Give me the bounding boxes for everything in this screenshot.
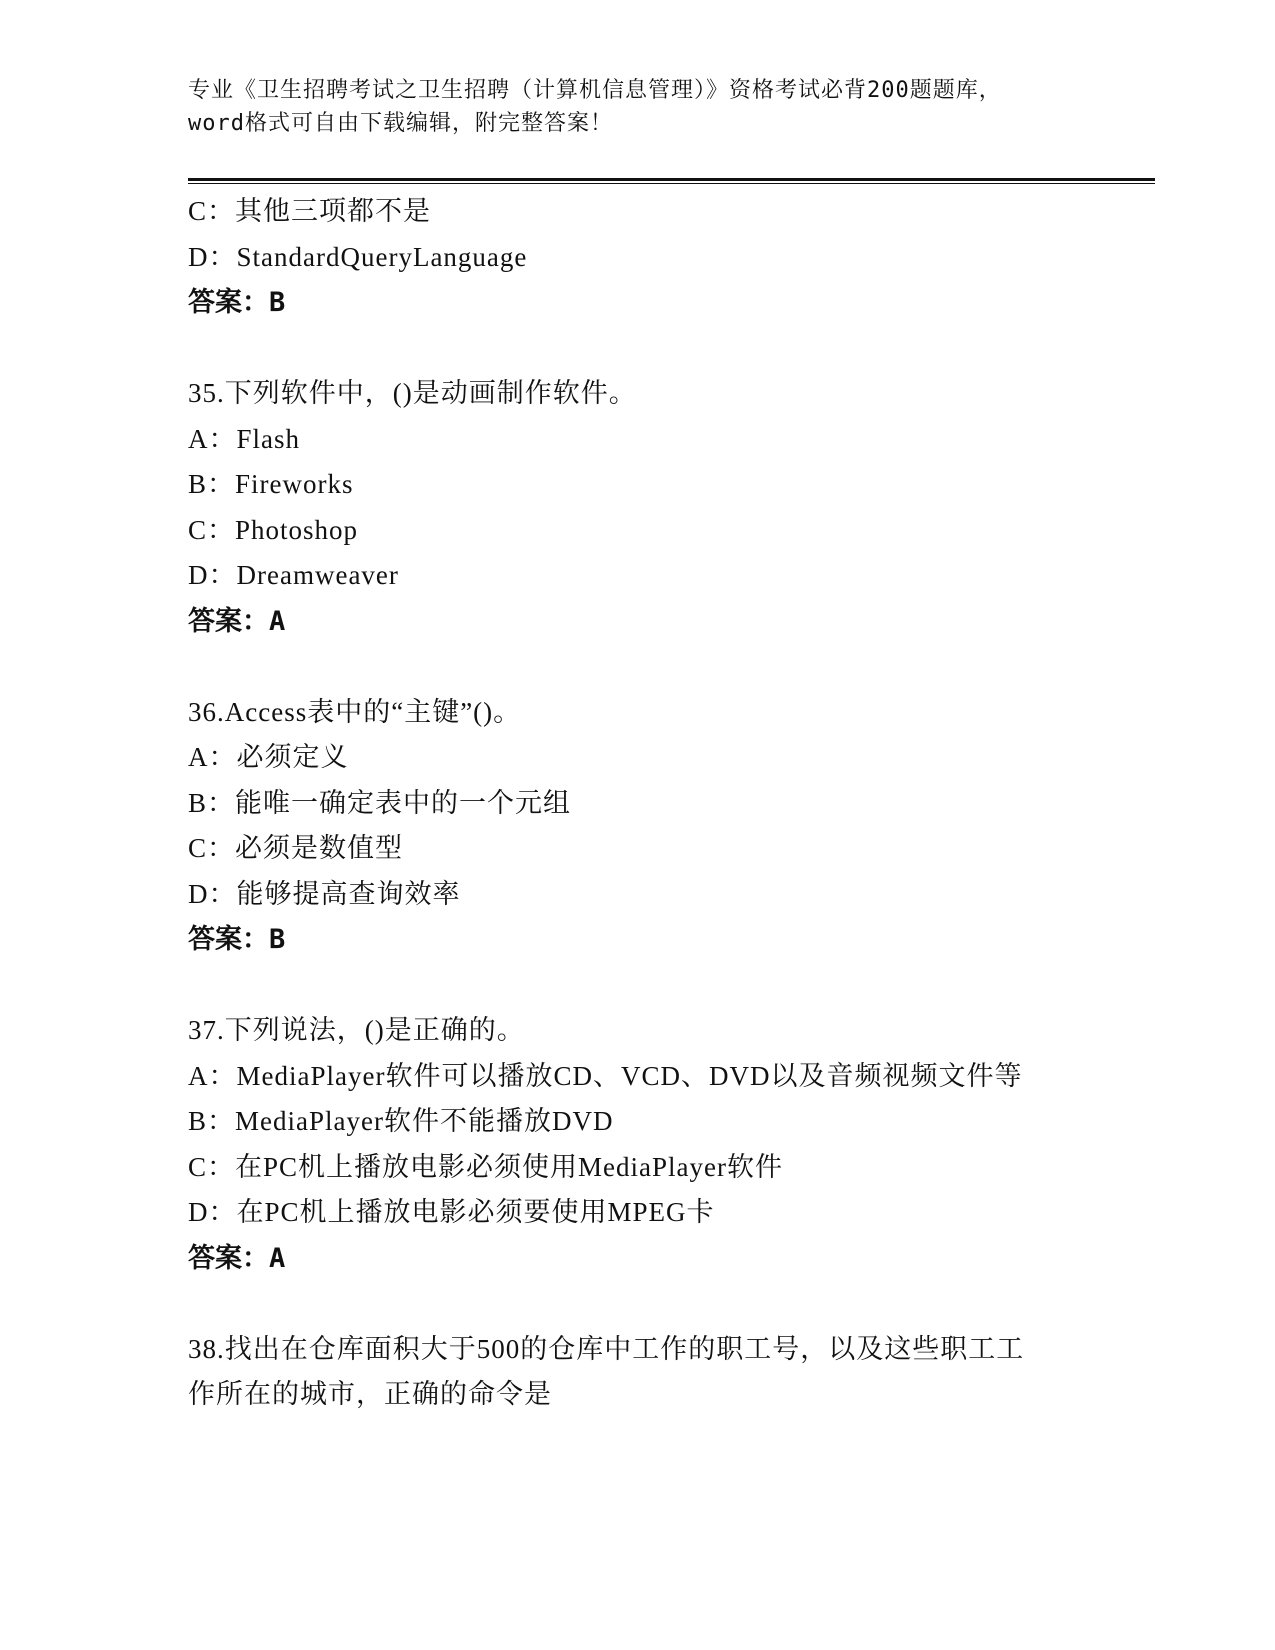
question-stem: 36.Access表中的“主键”()。 [188,696,522,727]
option-c: C：在PC机上播放电影必须使用MediaPlayer软件 [188,1151,783,1182]
option-b: B：Fireworks [188,469,354,499]
option-c: C：Photoshop [188,514,359,545]
question-list [188,189,1138,1418]
header-title-line-1: 专业《卫生招聘考试之卫生招聘（计算机信息管理）》资格考试必背200题题库， [188,78,1002,103]
question-36 [188,690,1138,963]
spacer [188,963,1138,1009]
spacer [188,644,1138,690]
option-d: D：能够提高查询效率 [188,878,461,909]
answer-label: 答案：B [188,287,286,318]
question-stem: 35.下列软件中，()是动画制作软件。 [188,378,637,408]
option-d: D：Dreamweaver [188,560,399,590]
option-b: B：MediaPlayer软件不能播放DVD [188,1106,614,1136]
header-divider-thin [188,183,1155,184]
option-a: A：MediaPlayer软件可以播放CD、VCD、DVD以及音频视频文件等 [188,1060,1023,1091]
spacer [188,326,1138,372]
option-a: A：必须定义 [188,742,349,772]
answer-label: 答案：A [188,605,286,637]
option-d: D：StandardQueryLanguage [188,241,528,272]
option-d: D：在PC机上播放电影必须要使用MPEG卡 [188,1197,715,1227]
header-title-line-2: word格式可自由下载编辑，附完整答案！ [188,111,613,136]
option-b: B：能唯一确定表中的一个元组 [188,787,572,818]
question-38 [188,1327,1138,1418]
option-c: C：其他三项都不是 [188,196,432,226]
answer-label: 答案：B [188,924,286,955]
question-stem-line-2: 作所在的城市，正确的命令是 [188,1379,552,1409]
question-35 [188,371,1138,644]
question-37 [188,1008,1138,1281]
spacer [188,1281,1138,1327]
header-divider-thick [188,178,1155,181]
option-c: C：必须是数值型 [188,833,404,863]
answer-label: 答案：A [188,1242,286,1274]
question-stem: 37.下列说法，()是正确的。 [188,1015,525,1045]
document-header [188,74,1088,140]
question-stem-line-1: 38.找出在仓库面积大于500的仓库中工作的职工号，以及这些职工工 [188,1333,1025,1364]
question-34-continuation [188,189,1138,326]
option-a: A：Flash [188,423,301,454]
